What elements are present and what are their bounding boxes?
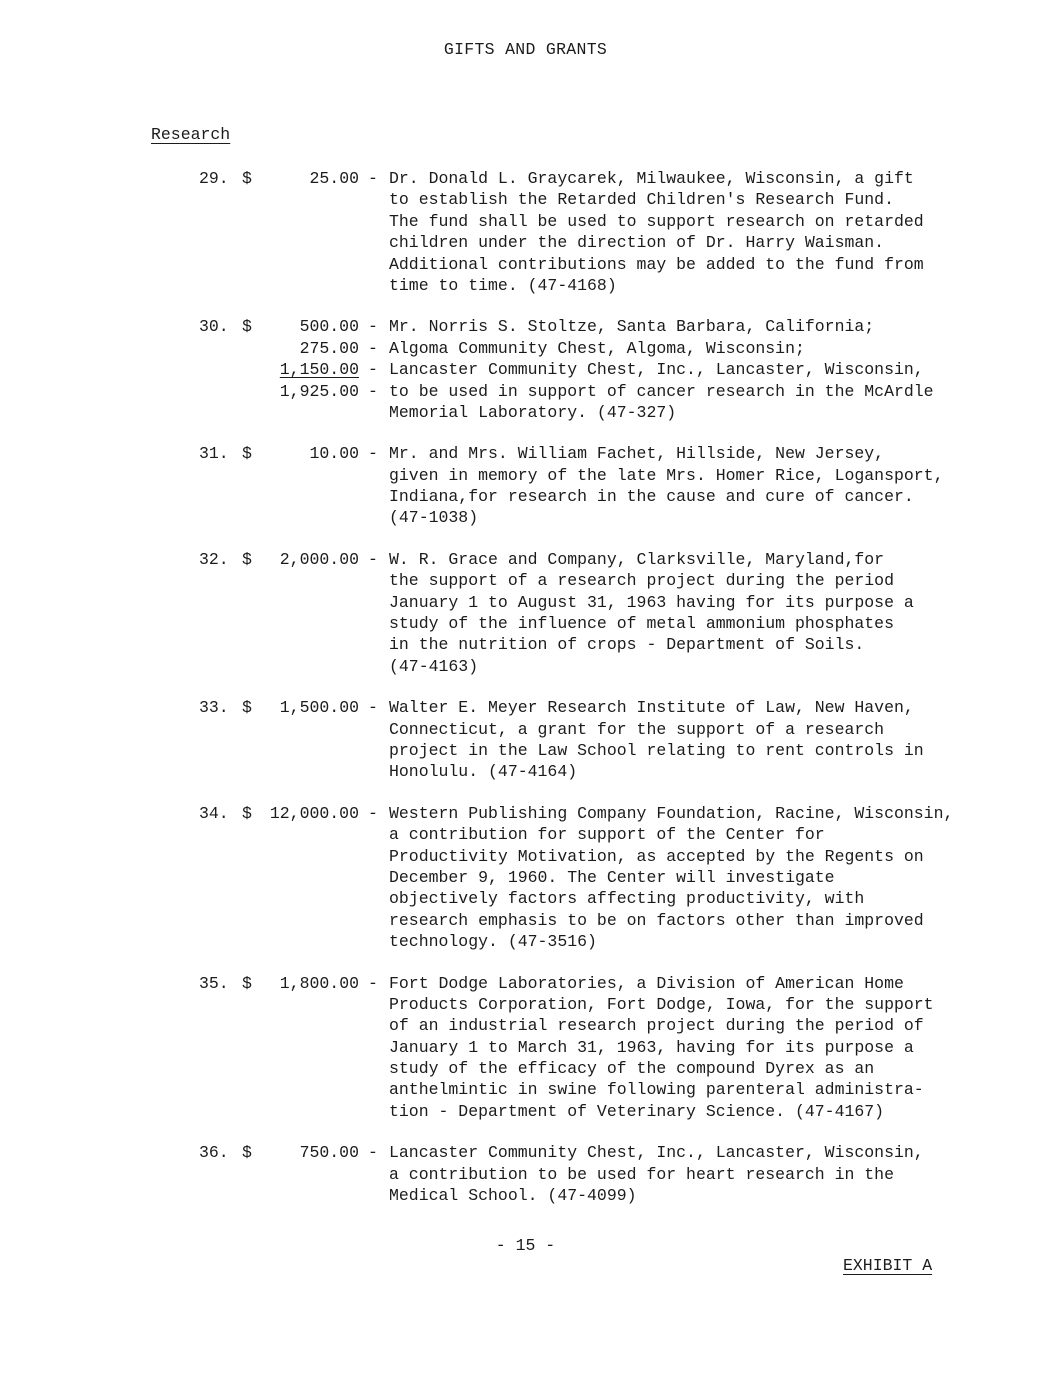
entry-description: technology. (47-3516) xyxy=(389,932,597,952)
entry-line xyxy=(0,592,1051,613)
entry-line xyxy=(0,803,1051,824)
entry-description: study of the influence of metal ammonium phosphates xyxy=(389,614,894,634)
entry-description: December 9, 1960. The Center will investigate xyxy=(389,867,835,887)
entry-line xyxy=(0,761,1051,782)
entry-description: research emphasis to be on factors other than improved xyxy=(389,910,924,930)
entry-amount: 2,000.00 xyxy=(279,549,359,569)
entry-line xyxy=(0,549,1051,570)
separator-dash: - xyxy=(368,973,378,993)
entry-line xyxy=(0,232,1051,253)
page-title: GIFTS AND GRANTS xyxy=(443,40,608,59)
entry-description: objectively factors affecting productivity, with xyxy=(389,889,865,909)
entry-amount: 1,150.00 xyxy=(279,360,359,380)
entry-line xyxy=(0,402,1051,423)
currency-symbol: $ xyxy=(242,1143,252,1163)
entry-line xyxy=(0,1142,1051,1163)
entry-description: Medical School. (47-4099) xyxy=(389,1186,637,1206)
entry-line xyxy=(0,656,1051,677)
entry-line xyxy=(0,824,1051,845)
entry-amount: 1,800.00 xyxy=(279,973,359,993)
entry-line xyxy=(0,1037,1051,1058)
entry-description: Algoma Community Chest, Algoma, Wisconsin; xyxy=(389,338,805,358)
entry-description: the support of a research project during the period xyxy=(389,571,894,591)
gift-entry xyxy=(0,549,1051,677)
gift-entry xyxy=(0,443,1051,529)
entry-line xyxy=(0,189,1051,210)
entry-line xyxy=(0,168,1051,189)
entry-amount: 500.00 xyxy=(299,317,359,337)
entry-description: Walter E. Meyer Research Institute of Law, New Haven, xyxy=(389,698,914,718)
entry-description: W. R. Grace and Company, Clarksville, Maryland,for xyxy=(389,549,885,569)
entry-line xyxy=(0,910,1051,931)
exhibit-label: EXHIBIT A xyxy=(843,1256,933,1275)
separator-dash: - xyxy=(368,381,378,401)
gift-entry xyxy=(0,803,1051,953)
entry-line xyxy=(0,381,1051,402)
entry-description: Honolulu. (47-4164) xyxy=(389,762,578,782)
entry-number: 29. xyxy=(199,169,229,188)
entry-line xyxy=(0,486,1051,507)
separator-dash: - xyxy=(368,698,378,718)
entry-line xyxy=(0,931,1051,952)
entry-line xyxy=(0,465,1051,486)
entry-description: Memorial Laboratory. (47-327) xyxy=(389,402,677,422)
currency-symbol: $ xyxy=(242,549,252,569)
entry-description: Western Publishing Company Foundation, Racine, Wisconsin, xyxy=(389,803,954,823)
entry-description: project in the Law School relating to rent controls in xyxy=(389,740,924,760)
entry-list xyxy=(0,168,1051,1226)
entry-number: 31. xyxy=(199,444,229,464)
entry-line xyxy=(0,888,1051,909)
entry-line xyxy=(0,254,1051,275)
entry-description: Indiana,for research in the cause and cure of cancer. xyxy=(389,487,914,507)
entry-description: Mr. and Mrs. William Fachet, Hillside, New Jersey, xyxy=(389,444,885,464)
entry-amount: 25.00 xyxy=(309,169,359,188)
currency-symbol: $ xyxy=(242,803,252,823)
entry-description: given in memory of the late Mrs. Homer Rice, Logansport, xyxy=(389,465,944,485)
entry-amount: 1,925.00 xyxy=(279,381,359,401)
entry-line xyxy=(0,1101,1051,1122)
entry-line xyxy=(0,846,1051,867)
gift-entry xyxy=(0,973,1051,1123)
entry-number: 34. xyxy=(199,803,229,823)
entry-number: 33. xyxy=(199,698,229,718)
separator-dash: - xyxy=(368,803,378,823)
entry-line xyxy=(0,719,1051,740)
entry-description: Productivity Motivation, as accepted by the Regents on xyxy=(389,846,924,866)
entry-description: Dr. Donald L. Graycarek, Milwaukee, Wisconsin, a gift xyxy=(389,169,914,188)
entry-description: of an industrial research project during the period of xyxy=(389,1016,924,1036)
entry-description: January 1 to August 31, 1963 having for its purpose a xyxy=(389,592,914,612)
entry-line xyxy=(0,973,1051,994)
currency-symbol: $ xyxy=(242,973,252,993)
entry-number: 32. xyxy=(199,549,229,569)
entry-description: Additional contributions may be added to the fund from xyxy=(389,254,924,274)
gift-entry xyxy=(0,697,1051,783)
separator-dash: - xyxy=(368,1143,378,1163)
entry-line xyxy=(0,697,1051,718)
entry-line xyxy=(0,1164,1051,1185)
gift-entry xyxy=(0,168,1051,296)
separator-dash: - xyxy=(368,169,378,188)
entry-amount: 10.00 xyxy=(309,444,359,464)
entry-description: in the nutrition of crops - Department of Soils. xyxy=(389,635,865,655)
entry-description: Fort Dodge Laboratories, a Division of American Home xyxy=(389,973,904,993)
entry-number: 36. xyxy=(199,1143,229,1163)
entry-line xyxy=(0,740,1051,761)
entry-description: (47-1038) xyxy=(389,508,479,528)
entry-amount: 750.00 xyxy=(299,1143,359,1163)
entry-description: a contribution for support of the Center for xyxy=(389,825,825,845)
entry-description: time to time. (47-4168) xyxy=(389,275,617,295)
entry-line xyxy=(0,1015,1051,1036)
entry-line xyxy=(0,634,1051,655)
entry-number: 30. xyxy=(199,317,229,337)
separator-dash: - xyxy=(368,444,378,464)
entry-line xyxy=(0,1079,1051,1100)
entry-amount: 12,000.00 xyxy=(269,803,359,823)
entry-line xyxy=(0,613,1051,634)
currency-symbol: $ xyxy=(242,698,252,718)
entry-line xyxy=(0,994,1051,1015)
entry-line xyxy=(0,1058,1051,1079)
separator-dash: - xyxy=(368,317,378,337)
separator-dash: - xyxy=(368,338,378,358)
entry-line xyxy=(0,359,1051,380)
entry-description: study of the efficacy of the compound Dyrex as an xyxy=(389,1059,875,1079)
entry-description: Lancaster Community Chest, Inc., Lancaster, Wisconsin, xyxy=(389,360,924,380)
entry-description: anthelmintic in swine following parenteral administra- xyxy=(389,1080,924,1100)
entry-line xyxy=(0,443,1051,464)
entry-description: a contribution to be used for heart research in the xyxy=(389,1164,894,1184)
entry-amount: 275.00 xyxy=(299,338,359,358)
entry-description: tion - Department of Veterinary Science. (47-4167) xyxy=(389,1101,885,1121)
gift-entry xyxy=(0,1142,1051,1206)
entry-line xyxy=(0,1185,1051,1206)
entry-line xyxy=(0,316,1051,337)
entry-line xyxy=(0,570,1051,591)
entry-description: to be used in support of cancer research in the McArdle xyxy=(389,381,934,401)
entry-line xyxy=(0,507,1051,528)
entry-line xyxy=(0,275,1051,296)
entry-description: Mr. Norris S. Stoltze, Santa Barbara, California; xyxy=(389,317,875,337)
entry-line xyxy=(0,338,1051,359)
entry-description: (47-4163) xyxy=(389,656,479,676)
entry-description: Connecticut, a grant for the support of a research xyxy=(389,719,885,739)
entry-description: children under the direction of Dr. Harry Waisman. xyxy=(389,233,885,253)
entry-line xyxy=(0,867,1051,888)
entry-description: The fund shall be used to support research on retarded xyxy=(389,211,924,231)
separator-dash: - xyxy=(368,549,378,569)
entry-description: to establish the Retarded Children's Research Fund. xyxy=(389,190,894,210)
currency-symbol: $ xyxy=(242,317,252,337)
separator-dash: - xyxy=(368,360,378,380)
section-heading: Research xyxy=(151,125,231,144)
currency-symbol: $ xyxy=(242,169,252,188)
entry-description: Products Corporation, Fort Dodge, Iowa, for the support xyxy=(389,994,934,1014)
entry-line xyxy=(0,211,1051,232)
page-number: - 15 - xyxy=(495,1236,556,1255)
entry-number: 35. xyxy=(199,973,229,993)
gift-entry xyxy=(0,316,1051,423)
entry-amount: 1,500.00 xyxy=(279,698,359,718)
entry-description: Lancaster Community Chest, Inc., Lancaster, Wisconsin, xyxy=(389,1143,924,1163)
currency-symbol: $ xyxy=(242,444,252,464)
entry-description: January 1 to March 31, 1963, having for its purpose a xyxy=(389,1037,914,1057)
